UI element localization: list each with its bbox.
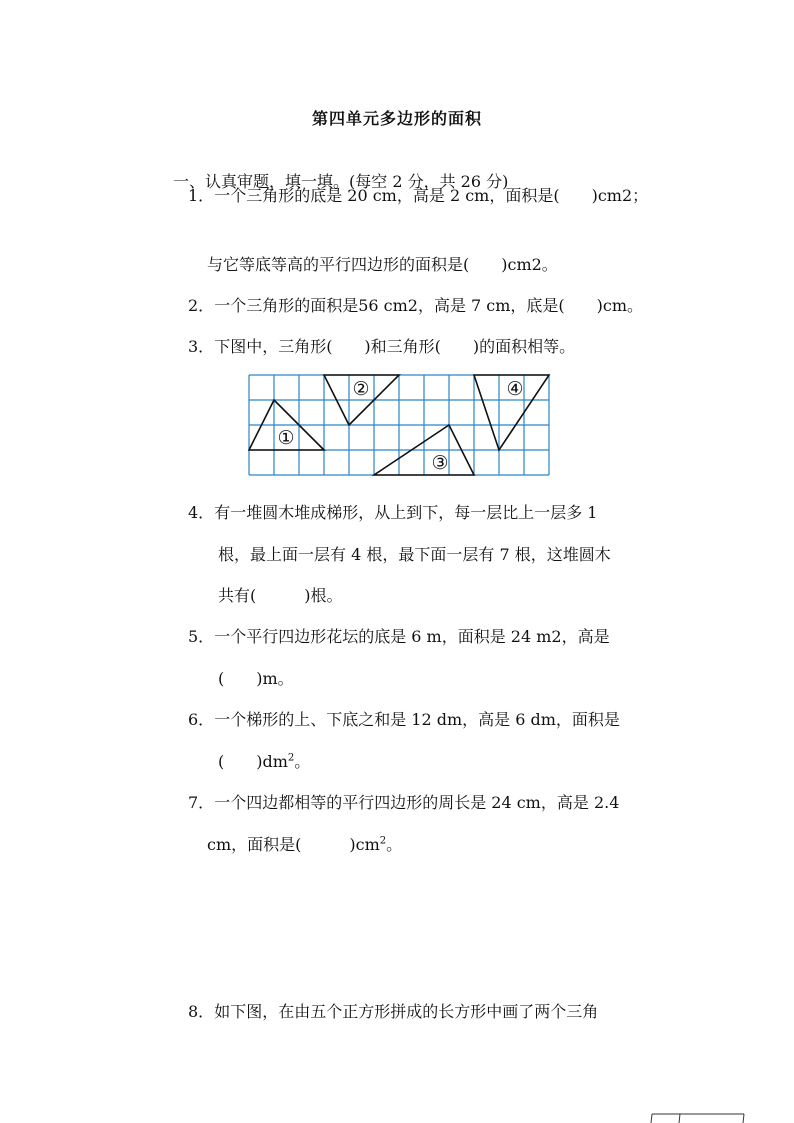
- triangle-3-label: ③: [431, 452, 449, 474]
- question-8-number: 8．: [188, 1002, 215, 1021]
- page-title: 第四单元多边形的面积: [311, 109, 482, 128]
- question-4-line-2: 根，最上面一层有 4 根，最下面一层有 7 根，这堆圆木: [218, 545, 611, 564]
- question-3-text: 下图中，三角形( )和三角形( )的面积相等。: [214, 337, 576, 356]
- question-7-number: 7．: [188, 793, 215, 812]
- section-heading: 一、认真审题，填一填。(每空 2 分，共 26 分): [173, 172, 509, 191]
- question-1: [188, 186, 648, 206]
- question-2: [188, 296, 643, 316]
- question-6-line-2: [218, 752, 310, 772]
- question-8: [188, 1002, 598, 1022]
- question-6-line-2-text: ( )dm: [218, 752, 288, 771]
- question-2-text: 一个三角形的面积是56 cm2，高是 7 cm，底是( )cm。: [214, 296, 644, 315]
- triangle-grid-figure: [248, 374, 556, 478]
- question-3: [188, 337, 575, 357]
- question-5-number: 5．: [188, 627, 215, 646]
- grid-lines: [249, 375, 549, 475]
- question-5-text: 一个平行四边形花坛的底是 6 m，面积是 24 m2，高是: [214, 627, 610, 646]
- triangle-4-label: ④: [506, 378, 524, 400]
- question-7-superscript: 2: [379, 835, 387, 847]
- question-5: [188, 627, 610, 647]
- question-2-number: 2．: [188, 296, 215, 315]
- question-1-text: 一个三角形的底是 20 cm，高是 2 cm，面积是( )cm2；: [214, 186, 649, 205]
- footer-page-box: [650, 1112, 746, 1123]
- question-1-number: 1．: [188, 186, 215, 205]
- question-7-line-2: [207, 835, 402, 855]
- question-8-text: 如下图，在由五个正方形拼成的长方形中画了两个三角: [214, 1002, 599, 1021]
- question-7: [188, 793, 619, 813]
- question-7-line-2-end: 。: [386, 835, 403, 854]
- question-1-line-2: 与它等底等高的平行四边形的面积是( )cm2。: [207, 255, 558, 274]
- question-6-text: 一个梯形的上、下底之和是 12 dm，高是 6 dm，面积是: [214, 710, 620, 729]
- question-6-superscript: 2: [287, 752, 295, 764]
- question-6: [188, 710, 620, 730]
- question-7-line-2-text: cm，面积是( )cm: [207, 835, 380, 854]
- question-5-line-2: ( )m。: [218, 669, 294, 688]
- question-7-text: 一个四边都相等的平行四边形的周长是 24 cm，高是 2.4: [214, 793, 620, 812]
- question-6-line-2-end: 。: [294, 752, 311, 771]
- question-3-number: 3．: [188, 337, 215, 356]
- question-4-number: 4．: [188, 503, 215, 522]
- question-4-text: 有一堆圆木堆成梯形，从上到下，每一层比上一层多 1: [214, 503, 598, 522]
- question-6-number: 6．: [188, 710, 215, 729]
- question-4: [188, 503, 597, 523]
- triangle-2-label: ②: [352, 378, 370, 400]
- question-4-line-3: 共有( )根。: [218, 586, 343, 605]
- triangle-1-label: ①: [277, 427, 295, 449]
